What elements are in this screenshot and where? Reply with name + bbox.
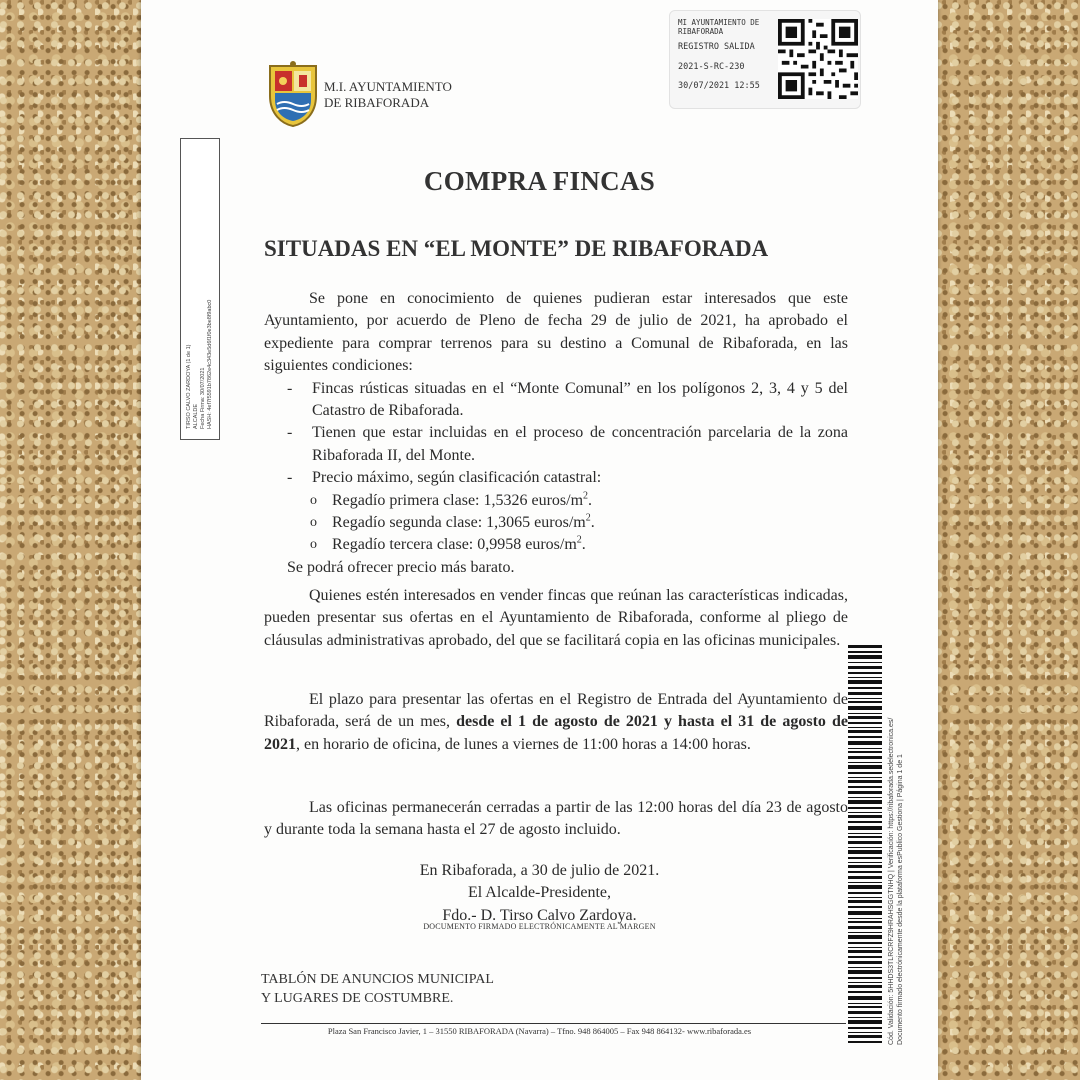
- price-unit-exponent: 2: [576, 535, 582, 547]
- price-end: .: [581, 536, 586, 554]
- barcode-icon: [848, 645, 882, 1045]
- condition-item: - Tienen que estar incluidas en el proceso de concentración parcelaria de la zona Ribaforada II, del Monte.: [264, 422, 848, 467]
- price-item: [264, 512, 848, 534]
- deadline-text: [264, 689, 848, 756]
- conditions-list: [264, 378, 848, 490]
- document-subtitle: SITUADAS EN “EL MONTE” DE RIBAFORADA: [264, 236, 769, 261]
- deadline-paragraph: [264, 689, 848, 756]
- coat-of-arms-icon: [266, 60, 320, 128]
- qr-code-icon: [778, 19, 858, 99]
- sign-role: El Alcalde-Presidente,: [467, 884, 612, 902]
- registry-stamp: [669, 10, 861, 109]
- prices-list: [264, 490, 848, 557]
- org-name-line1: M.I. AYUNTAMIENTO: [324, 79, 452, 94]
- document-page: [141, 0, 938, 1080]
- condition-item: - Precio máximo, según clasificación catastral:: [264, 467, 848, 489]
- verification-code-line: Cód. Validación: 5HHDS3TLRCRFZ9HRAHSGGTNHQ | Verificación: https://ribaforada.sedelectronica.es/: [888, 717, 895, 1045]
- stamp-register: REGISTRO SALIDA: [678, 42, 755, 52]
- intro-block: [264, 288, 848, 579]
- stamp-org-line2: RIBAFORADA: [678, 27, 724, 36]
- stamp-org: [678, 18, 778, 36]
- side-signature-line3: Fecha Firma: 30/07/2021: [200, 367, 206, 429]
- side-signature-line2: ALCALDE: [193, 403, 199, 429]
- price-unit-exponent: 2: [585, 512, 591, 524]
- deadline-text-start: El plazo para presentar las ofertas en el Registro de Entrada del Ayuntamiento de Ribaforada, será de un mes,: [264, 691, 848, 731]
- condition-item: - Fincas rústicas situadas en el “Monte Comunal” en los polígonos 2, 3, 4 y 5 del Catastro de Ribaforada.: [264, 378, 848, 423]
- verification-platform-line: Documento firmado electrónicamente desde la plataforma esPublico Gestiona | Página 1 de 1: [897, 754, 904, 1045]
- cheaper-price-note: Se podrá ofrecer precio más barato.: [287, 558, 515, 576]
- intro-paragraph: Se pone en conocimiento de quienes pudieran estar interesados que este Ayuntamiento, por acuerdo de Pleno de fecha 29 de julio de 2021, ha aprobado el expediente para comprar terrenos para su destino a Comunal de Ribaforada, en las siguientes condiciones:: [264, 290, 848, 375]
- electronic-signature-note: DOCUMENTO FIRMADO ELECTRÓNICAMENTE AL MARGEN: [423, 922, 656, 931]
- notice-board-label: [261, 970, 494, 1008]
- footer-divider: [261, 1023, 846, 1024]
- price-label: Regadío primera clase: 1,5326 euros/m: [332, 491, 584, 509]
- price-item: [264, 534, 848, 556]
- side-signature-line4: HASH: 4ef7f5591b7862e4c343e5d6f1f0e3be8f9abc0: [207, 299, 213, 429]
- verification-text: [887, 675, 905, 1045]
- stamp-datetime: 30/07/2021 12:55: [678, 81, 760, 91]
- price-label: Regadío tercera clase: 0,9958 euros/m: [332, 536, 577, 554]
- signature-block: [141, 860, 938, 927]
- stamp-number: 2021-S-RC-230: [678, 62, 745, 72]
- notice-line2: Y LUGARES DE COSTUMBRE.: [261, 991, 454, 1006]
- sign-name: Fdo.- D. Tirso Calvo Zardoya.: [442, 906, 637, 924]
- price-end: .: [588, 491, 593, 509]
- closure-text: Las oficinas permanecerán cerradas a partir de las 12:00 horas del día 23 de agosto y durante toda la semana hasta el 27 de agosto incluido.: [264, 799, 848, 839]
- price-unit-exponent: 2: [583, 490, 589, 502]
- deadline-text-end: , en horario de oficina, de lunes a viernes de 11:00 horas a 14:00 horas.: [296, 735, 751, 753]
- closure-paragraph: [264, 797, 848, 842]
- stamp-org-line1: MI AYUNTAMIENTO DE: [678, 18, 760, 27]
- price-label: Regadío segunda clase: 1,3065 euros/m: [332, 514, 586, 532]
- offers-text: Quienes estén interesados en vender fincas que reúnan las características indicadas, pueden presentar sus ofertas en el Ayuntamiento de Ribaforada, conforme al pliego de cláusulas administrativas aprobado, del que se facilitará copia en las oficinas municipales.: [264, 587, 848, 649]
- organization-name: [324, 79, 452, 111]
- sign-place-date: En Ribaforada, a 30 de julio de 2021.: [419, 862, 660, 879]
- side-signature-line1: TIRSO CALVO ZARDOYA (1 de 1): [186, 344, 192, 429]
- document-title: COMPRA FINCAS: [423, 166, 656, 196]
- price-item: [264, 490, 848, 512]
- price-end: .: [590, 514, 595, 532]
- footer-address: Plaza San Francisco Javier, 1 – 31550 RIBAFORADA (Navarra) – Tfno. 948 864005 – Fax 948 864132- www.ribaforada.es: [327, 1026, 752, 1036]
- offers-paragraph: [264, 585, 848, 652]
- org-name-line2: DE RIBAFORADA: [324, 95, 430, 110]
- deadline-dates: desde el 1 de agosto de 2021 y hasta el 31 de agosto de 2021: [264, 713, 848, 753]
- notice-line1: TABLÓN DE ANUNCIOS MUNICIPAL: [261, 972, 494, 987]
